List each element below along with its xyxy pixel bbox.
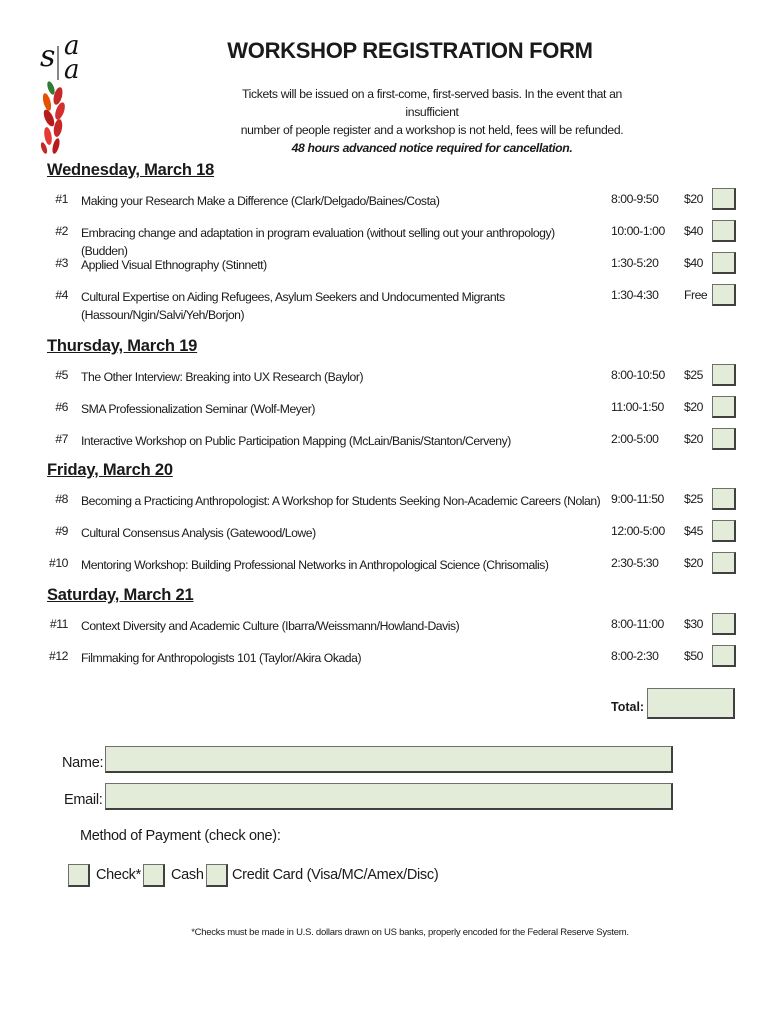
- workshop-time: 11:00-1:50: [611, 400, 664, 414]
- workshop-title: Making your Research Make a Difference (Clark/Delgado/Baines/Costa): [81, 194, 440, 208]
- workshop-checkbox-3[interactable]: [712, 252, 736, 274]
- intro-line-1: Tickets will be issued on a first-come, first-served basis. In the event that an insufficient: [241, 87, 622, 119]
- workshop-time: 1:30-4:30: [611, 288, 659, 302]
- workshop-title: Filmmaking for Anthropologists 101 (Taylor/Akira Okada): [81, 651, 362, 665]
- workshop-checkbox-9[interactable]: [712, 520, 736, 542]
- email-label: Email:: [64, 792, 103, 808]
- workshop-title: Embracing change and adaptation in program evaluation (without selling out your anthropology) (Budden): [81, 226, 555, 258]
- workshop-time: 8:00-9:50: [611, 192, 659, 206]
- name-field[interactable]: [105, 746, 673, 773]
- workshop-row-9: [0, 520, 770, 544]
- payment-method-label: Method of Payment (check one):: [80, 828, 281, 844]
- workshop-price: $40: [684, 256, 703, 270]
- workshop-title-line-1: Cultural Expertise on Aiding Refugees, Asylum Seekers and Undocumented Migrants: [81, 290, 505, 304]
- workshop-checkbox-5[interactable]: [712, 364, 736, 386]
- workshop-time: 10:00-1:00: [611, 224, 665, 238]
- workshop-checkbox-4[interactable]: [712, 284, 736, 306]
- workshop-number: #8: [55, 492, 68, 506]
- workshop-number: #1: [55, 192, 68, 206]
- workshop-price: $20: [684, 400, 703, 414]
- intro-text: [222, 85, 642, 157]
- workshop-time: 2:00-5:00: [611, 432, 659, 446]
- email-field[interactable]: [105, 783, 673, 810]
- day-heading-friday: Friday, March 20: [47, 461, 173, 479]
- workshop-title: Becoming a Practicing Anthropologist: A Workshop for Students Seeking Non-Academic Careers (Nolan): [81, 494, 601, 508]
- workshop-checkbox-8[interactable]: [712, 488, 736, 510]
- cancellation-note: 48 hours advanced notice required for cancellation.: [291, 141, 573, 155]
- workshop-time: 8:00-11:00: [611, 617, 664, 631]
- check-checkbox[interactable]: [68, 864, 90, 887]
- workshop-number: #6: [55, 400, 68, 414]
- check-label: Check*: [96, 867, 141, 883]
- form-title: WORKSHOP REGISTRATION FORM: [227, 38, 593, 63]
- workshop-row-10: [0, 552, 770, 576]
- workshop-price: $25: [684, 492, 703, 506]
- workshop-checkbox-10[interactable]: [712, 552, 736, 574]
- workshop-title: Applied Visual Ethnography (Stinnett): [81, 258, 267, 272]
- workshop-time: 8:00-10:50: [611, 368, 665, 382]
- payment-option-check[interactable]: [68, 864, 148, 888]
- workshop-number: #10: [49, 556, 68, 570]
- workshop-row-8: [0, 488, 770, 512]
- workshop-price: $30: [684, 617, 703, 631]
- payment-option-cash[interactable]: [143, 864, 213, 888]
- credit-card-label: Credit Card (Visa/MC/Amex/Disc): [232, 867, 439, 883]
- total-label: Total:: [611, 700, 645, 714]
- day-heading-saturday: Saturday, March 21: [47, 586, 194, 604]
- day-heading-wednesday: Wednesday, March 18: [47, 161, 215, 179]
- workshop-checkbox-1[interactable]: [712, 188, 736, 210]
- svg-text:a: a: [64, 55, 80, 85]
- workshop-title: Cultural Consensus Analysis (Gatewood/Lowe): [81, 526, 316, 540]
- workshop-number: #4: [55, 288, 68, 302]
- workshop-row-7: [0, 428, 770, 452]
- workshop-price: $50: [684, 649, 703, 663]
- workshop-row-3: [0, 252, 770, 276]
- workshop-number: #12: [49, 649, 68, 663]
- workshop-checkbox-12[interactable]: [712, 645, 736, 667]
- workshop-number: #9: [55, 524, 68, 538]
- workshop-row-11: [0, 613, 770, 637]
- workshop-title: Context Diversity and Academic Culture (Ibarra/Weissmann/Howland-Davis): [81, 619, 460, 633]
- workshop-title: SMA Professionalization Seminar (Wolf-Meyer): [81, 402, 315, 416]
- svg-text:a: a: [64, 36, 80, 61]
- workshop-row-2: [0, 220, 770, 258]
- workshop-price: Free: [684, 288, 708, 302]
- workshop-row-4: [0, 284, 770, 324]
- workshop-price: $20: [684, 556, 703, 570]
- workshop-price: $40: [684, 224, 703, 238]
- workshop-price: $45: [684, 524, 703, 538]
- payment-option-credit-card[interactable]: [206, 864, 439, 888]
- workshop-title: The Other Interview: Breaking into UX Research (Baylor): [81, 370, 364, 384]
- credit-card-checkbox[interactable]: [206, 864, 228, 887]
- workshop-title: [81, 288, 601, 324]
- workshop-checkbox-7[interactable]: [712, 428, 736, 450]
- workshop-time: 2:30-5:30: [611, 556, 659, 570]
- day-heading-thursday: Thursday, March 19: [47, 337, 198, 355]
- cash-checkbox[interactable]: [143, 864, 165, 887]
- workshop-title-line-2: (Hassoun/Ngin/Salvi/Yeh/Borjon): [81, 308, 245, 322]
- workshop-number: #3: [55, 256, 68, 270]
- total-field[interactable]: [647, 688, 735, 719]
- workshop-row-1: [0, 188, 770, 212]
- intro-line-2: number of people register and a workshop is not held, fees will be refunded.: [240, 123, 624, 137]
- workshop-time: 9:00-11:50: [611, 492, 664, 506]
- workshop-price: $20: [684, 192, 703, 206]
- workshop-price: $20: [684, 432, 703, 446]
- workshop-time: 12:00-5:00: [611, 524, 665, 538]
- workshop-checkbox-11[interactable]: [712, 613, 736, 635]
- workshop-row-6: [0, 396, 770, 420]
- workshop-price: $25: [684, 368, 703, 382]
- checks-footnote: *Checks must be made in U.S. dollars drawn on US banks, properly encoded for the Federal Reserve System.: [191, 927, 629, 938]
- workshop-number: #11: [49, 617, 68, 631]
- workshop-time: 1:30-5:20: [611, 256, 659, 270]
- name-label: Name:: [62, 755, 104, 771]
- workshop-time: 8:00-2:30: [611, 649, 659, 663]
- workshop-title: Mentoring Workshop: Building Professional Networks in Anthropological Science (Chrisomalis): [81, 558, 549, 572]
- workshop-row-5: [0, 364, 770, 388]
- workshop-number: #5: [55, 368, 68, 382]
- svg-text:s: s: [40, 39, 56, 74]
- workshop-title: Interactive Workshop on Public Participation Mapping (McLain/Banis/Stanton/Cerveny): [81, 434, 511, 448]
- workshop-checkbox-2[interactable]: [712, 220, 736, 242]
- workshop-row-12: [0, 645, 770, 669]
- workshop-checkbox-6[interactable]: [712, 396, 736, 418]
- workshop-number: #7: [55, 432, 68, 446]
- workshop-number: #2: [55, 224, 68, 238]
- cash-label: Cash: [171, 867, 204, 883]
